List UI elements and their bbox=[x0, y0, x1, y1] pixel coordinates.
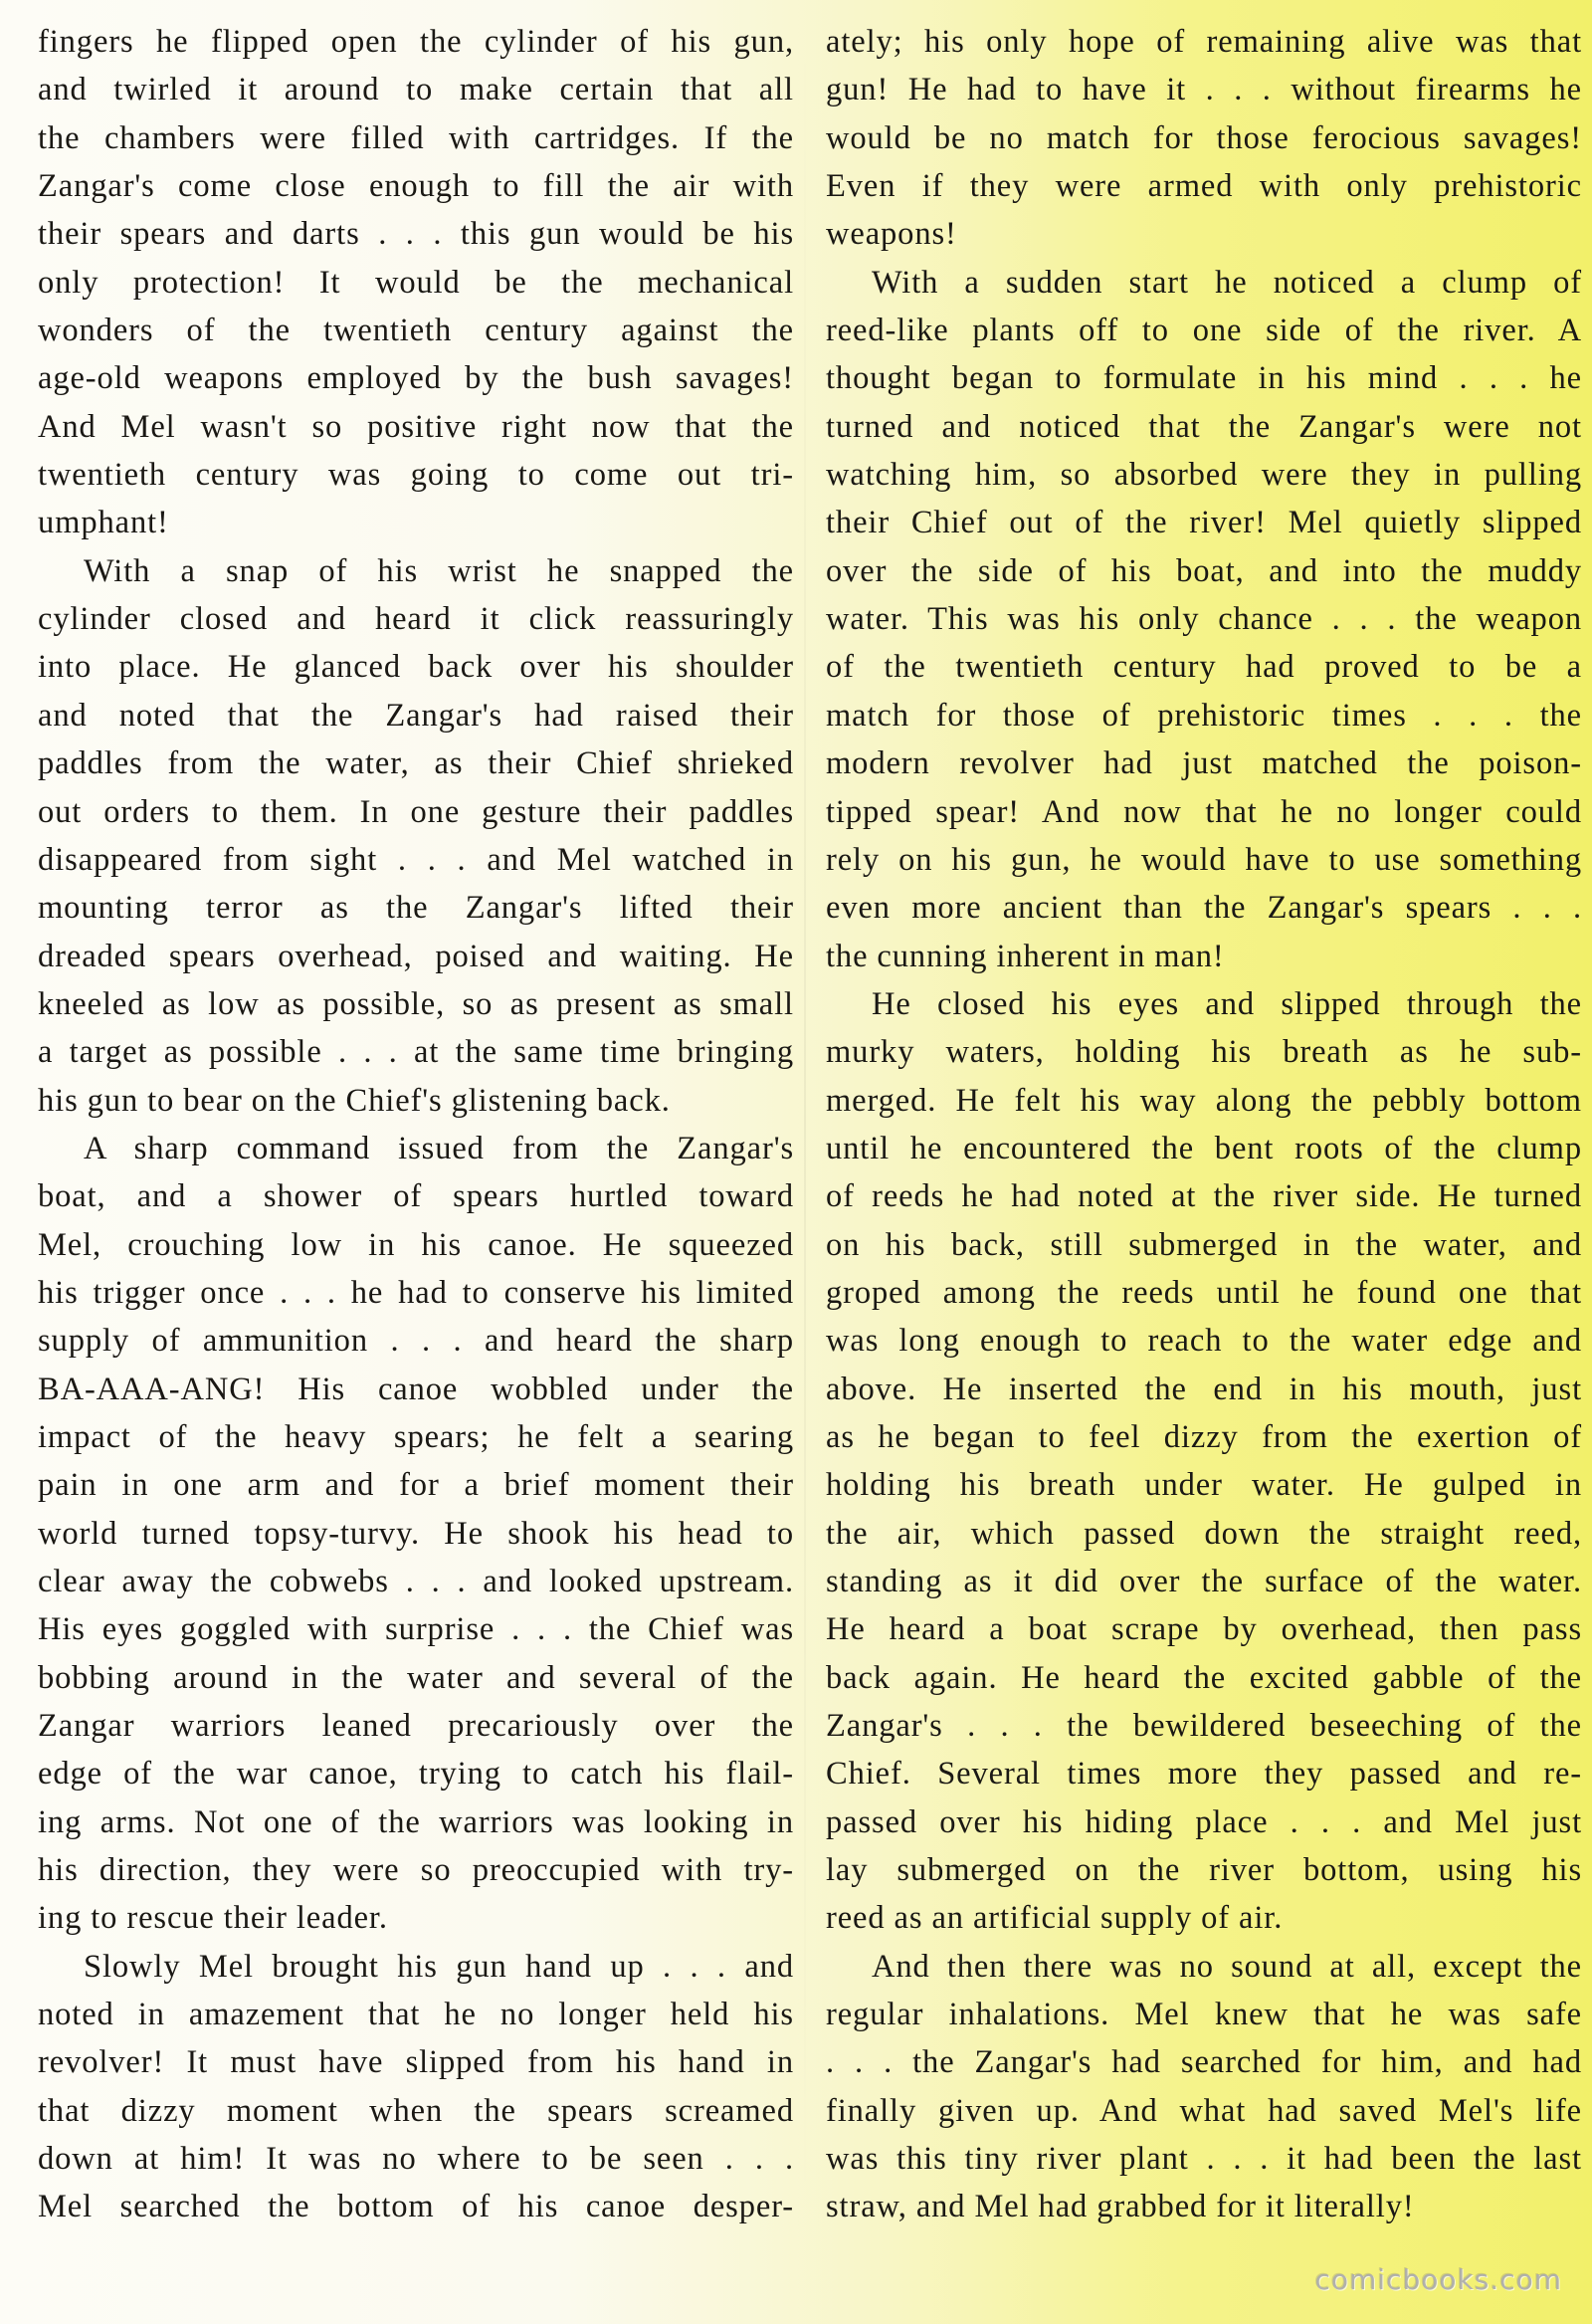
text-line: his trigger once . . . he had to conserve his limited bbox=[38, 1274, 794, 1311]
text-line: gun! He had to have it . . . without firearms he bbox=[826, 72, 1582, 108]
text-line: kneeled as low as possible, so as present as small bbox=[38, 985, 794, 1022]
text-line: their spears and darts . . . this gun would be his bbox=[38, 216, 794, 253]
text-line: boat, and a shower of spears hurtled toward bbox=[38, 1178, 794, 1215]
text-line: rely on his gun, he would have to use something bbox=[826, 841, 1582, 878]
text-line: Mel searched the bottom of his canoe desper- bbox=[38, 2189, 794, 2225]
text-line: and noted that the Zangar's had raised their bbox=[38, 697, 794, 734]
text-line: of the twentieth century had proved to be a bbox=[826, 649, 1582, 686]
text-line: Even if they were armed with only prehistoric bbox=[826, 168, 1582, 205]
text-line: on his back, still submerged in the water, and bbox=[826, 1226, 1582, 1263]
text-line: the cunning inherent in man! bbox=[826, 938, 1225, 974]
text-line: supply of ammunition . . . and heard the sharp bbox=[38, 1323, 794, 1360]
text-line: of reeds he had noted at the river side. He turned bbox=[826, 1178, 1582, 1215]
site-watermark: comicbooks.com bbox=[1314, 2263, 1562, 2296]
text-line: their Chief out of the river! Mel quietly slipped bbox=[826, 505, 1582, 541]
text-line: He heard a boat scrape by overhead, then pass bbox=[826, 1611, 1582, 1648]
text-line: modern revolver had just matched the poison- bbox=[826, 745, 1582, 782]
text-line: A sharp command issued from the Zangar's bbox=[84, 1130, 794, 1166]
text-line: ately; his only hope of remaining alive was that bbox=[826, 24, 1582, 60]
text-line: only protection! It would be the mechanical bbox=[38, 264, 794, 301]
text-line: Slowly Mel brought his gun hand up . . . and bbox=[84, 1948, 794, 1985]
text-line: a target as possible . . . at the same time bringing bbox=[38, 1034, 794, 1071]
text-line: passed over his hiding place . . . and Mel just bbox=[826, 1803, 1582, 1840]
text-line: lay submerged on the river bottom, using his bbox=[826, 1852, 1582, 1889]
text-line: fingers he flipped open the cylinder of his gun, bbox=[38, 24, 794, 60]
text-line: reed-like plants off to one side of the river. A bbox=[826, 313, 1582, 349]
text-line: out orders to them. In one gesture their paddles bbox=[38, 793, 794, 830]
text-line: And then there was no sound at all, except the bbox=[872, 1948, 1582, 1985]
text-line: turned and noticed that the Zangar's were not bbox=[826, 408, 1582, 445]
text-line: Chief. Several times more they passed and re- bbox=[826, 1756, 1582, 1793]
text-line: ing to rescue their leader. bbox=[38, 1900, 388, 1937]
text-line: revolver! It must have slipped from his hand in bbox=[38, 2044, 794, 2081]
text-line: clear away the cobwebs . . . and looked upstream. bbox=[38, 1564, 794, 1599]
text-line: until he encountered the bent roots of the clump bbox=[826, 1130, 1582, 1166]
text-line: into place. He glanced back over his shoulder bbox=[38, 649, 794, 686]
text-line: Zangar's . . . the bewildered beseeching of the bbox=[826, 1708, 1582, 1745]
text-line: the chambers were filled with cartridges. If the bbox=[38, 119, 794, 156]
text-line: disappeared from sight . . . and Mel watched in bbox=[38, 841, 794, 878]
text-line: age-old weapons employed by the bush savages! bbox=[38, 360, 794, 397]
text-line: down at him! It was no where to be seen . . . bbox=[38, 2141, 794, 2178]
text-line: paddles from the water, as their Chief shrieked bbox=[38, 745, 794, 782]
text-line: twentieth century was going to come out tri- bbox=[38, 457, 794, 494]
text-line: standing as it did over the surface of the water. bbox=[826, 1564, 1582, 1599]
text-line: umphant! bbox=[38, 505, 169, 541]
text-line: He closed his eyes and slipped through the bbox=[872, 985, 1582, 1022]
text-line: thought began to formulate in his mind . . . he bbox=[826, 360, 1582, 397]
text-line: would be no match for those ferocious savages! bbox=[826, 119, 1582, 156]
text-line: merged. He felt his way along the pebbly bottom bbox=[826, 1082, 1582, 1119]
text-line: water. This was his only chance . . . the weapon bbox=[826, 601, 1582, 638]
text-line: edge of the war canoe, trying to catch his flail- bbox=[38, 1756, 794, 1793]
text-line: watching him, so absorbed were they in pulling bbox=[826, 457, 1582, 494]
text-line: was this tiny river plant . . . it had been the last bbox=[826, 2141, 1582, 2178]
text-line: . . . the Zangar's had searched for him, and had bbox=[826, 2044, 1582, 2081]
column-gutter bbox=[804, 20, 806, 2224]
text-line: groped among the reeds until he found one that bbox=[826, 1274, 1582, 1311]
text-line: world turned topsy-turvy. He shook his head to bbox=[38, 1515, 794, 1552]
text-line: bobbing around in the water and several of the bbox=[38, 1659, 794, 1696]
text-line: BA-AAA-ANG! His canoe wobbled under the bbox=[38, 1371, 794, 1407]
text-line: noted in amazement that he no longer held his bbox=[38, 1997, 794, 2033]
text-line: his direction, they were so preoccupied with try- bbox=[38, 1852, 794, 1889]
text-line: regular inhalations. Mel knew that he was safe bbox=[826, 1997, 1582, 2033]
text-line: as he began to feel dizzy from the exertion of bbox=[826, 1418, 1582, 1455]
text-line: impact of the heavy spears; he felt a searing bbox=[38, 1418, 794, 1455]
text-line: finally given up. And what had saved Mel's life bbox=[826, 2092, 1582, 2129]
left-text-column bbox=[38, 18, 794, 2231]
text-line: mounting terror as the Zangar's lifted their bbox=[38, 890, 794, 927]
text-line: was long enough to reach to the water edge and bbox=[826, 1323, 1582, 1360]
text-line: and twirled it around to make certain that all bbox=[38, 72, 794, 108]
text-line: that dizzy moment when the spears screamed bbox=[38, 2092, 794, 2129]
text-line: With a sudden start he noticed a clump of bbox=[872, 264, 1582, 301]
text-line: pain in one arm and for a brief moment their bbox=[38, 1467, 794, 1504]
text-line: cylinder closed and heard it click reassuringly bbox=[38, 601, 794, 638]
text-line: straw, and Mel had grabbed for it literally! bbox=[826, 2189, 1415, 2225]
text-line: tipped spear! And now that he no longer could bbox=[826, 793, 1582, 830]
text-line: wonders of the twentieth century against the bbox=[38, 313, 794, 349]
text-line: With a snap of his wrist he snapped the bbox=[84, 552, 794, 589]
text-line: And Mel wasn't so positive right now that the bbox=[38, 408, 794, 445]
text-line: back again. He heard the excited gabble of the bbox=[826, 1659, 1582, 1696]
text-line: over the side of his boat, and into the muddy bbox=[826, 552, 1582, 589]
text-line: his gun to bear on the Chief's glistening back. bbox=[38, 1082, 671, 1119]
text-line: Zangar warriors leaned precariously over the bbox=[38, 1708, 794, 1745]
text-line: holding his breath under water. He gulped in bbox=[826, 1467, 1582, 1504]
text-line: above. He inserted the end in his mouth, just bbox=[826, 1371, 1582, 1407]
text-line: Zangar's come close enough to fill the air with bbox=[38, 168, 794, 205]
text-line: match for those of prehistoric times . . . the bbox=[826, 697, 1582, 734]
text-line: ing arms. Not one of the warriors was looking in bbox=[38, 1803, 794, 1840]
text-line: His eyes goggled with surprise . . . the Chief was bbox=[38, 1611, 794, 1648]
text-line: reed as an artificial supply of air. bbox=[826, 1900, 1284, 1937]
text-line: even more ancient than the Zangar's spears . . . bbox=[826, 890, 1582, 927]
text-line: the air, which passed down the straight reed, bbox=[826, 1515, 1582, 1552]
text-line: dreaded spears overhead, poised and waiting. He bbox=[38, 938, 794, 974]
text-line: murky waters, holding his breath as he sub- bbox=[826, 1034, 1582, 1071]
text-line: weapons! bbox=[826, 216, 957, 253]
right-text-column bbox=[826, 18, 1582, 2231]
text-line: Mel, crouching low in his canoe. He squeezed bbox=[38, 1226, 794, 1263]
